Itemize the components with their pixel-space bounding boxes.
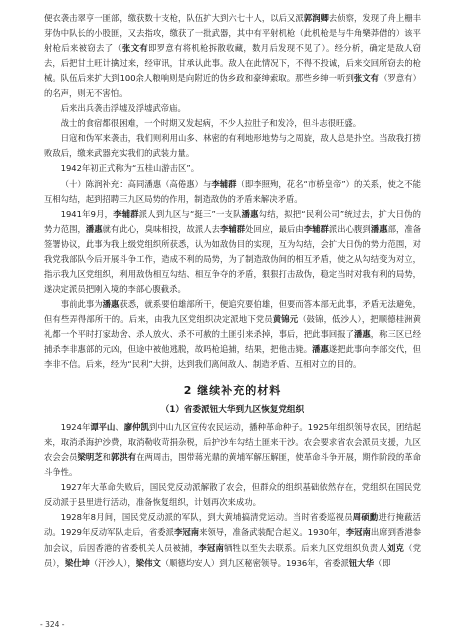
bold-name: 潘惠 [85, 223, 103, 234]
bold-name: 李冠南 [173, 527, 200, 538]
text-run: 获悉，就系要伯雄部所干，便追究要伯雄，但要而答本部无此事，矛盾无法避免，但有些弄得部所干的。后来，由我九区党组织决定派地下党员 [44, 298, 422, 324]
text-run: （即 [373, 557, 391, 568]
text-run: （罗意有）的名声，则无不害怕。 [44, 73, 422, 99]
paragraph-1 [44, 11, 421, 101]
paragraph-4: 日寇和伪军来袭击，我们则利用山多、林密的有利地形地势与之周旋，敌人总是扑空。当敌我打捞败敌后，缴来武器充实我们的武装力量。 [44, 133, 421, 159]
text-run: 事前此事为 [60, 298, 103, 309]
bold-name: 梁明芝 [77, 452, 103, 463]
bold-name: 张文有 [353, 73, 380, 84]
sub-title: （1）省委派钮大华到九区恢复党组织 [160, 405, 305, 416]
text-run: 牺牲以至失去联系。后来九区党组织负责人 [224, 542, 387, 553]
bold-name: 李冠南 [198, 542, 225, 553]
text-run: 勾结，拟把“民利公司”统过去，扩大日伪的势力范围， [44, 208, 422, 234]
text-run: （顺德均安人）到九区秘密领导。1936年，省委派 [160, 557, 349, 568]
text-run: 部，准备签署协议，此事为我上级党组织所获悉，认为如敌伪目的实现，互为勾结，会扩大日伪的势力范围，对我党我部队今后开展斗争工作，造成不利的局势，为了制造敌伪间的相互矛盾，使之从勾结变为对立，指示我九区党组织，利用敌伪相互勾结、相互争夺的矛盾，狠狠打击敌伪，稳定当时对我有利的局势，遂决定派员把刚入境的李部心腹截杀。 [44, 223, 422, 294]
bold-name: 李辅群 [211, 178, 237, 189]
text-run: 和 [102, 452, 112, 463]
text-run: 就有此心，臭味相投，故派人去 [102, 223, 220, 234]
text-run: 来领导，准备武装配合起义。1930年， [199, 527, 346, 538]
bold-name: 郭润卿 [303, 13, 329, 23]
text-run: 即罗意有将机枪拆散收藏，数月后发现不见了）。经分析，确定是敌人窃去，后把甘土旺计擒过来，经审讯，甘承认此事。敌人在此情况下，不得不投诚，后来交回所窃去的枪械。队伍后来扩大到100余人粮响则是向附近的伪乡政和豪绅索取。那些乡绅一听到 [44, 43, 422, 84]
text-run: 进行掩蔽活动。1929年反动军队走后，省委派 [44, 512, 422, 538]
bold-name: 李冠南 [345, 527, 371, 538]
paragraph-2: 后来出兵袭击浮墟及浮墟武帝庙。 [60, 103, 186, 114]
paragraph-11 [44, 510, 421, 570]
page-number: - 324 - [40, 620, 65, 629]
text-run: （党员）， [44, 542, 422, 568]
bold-name: 潘惠 [241, 208, 259, 219]
text-run: 1928年8月间，国民党反动派的军队，到大黄埔搞清党运动。当时省委巡视员 [60, 512, 353, 523]
bold-name: 谭平山 [90, 422, 116, 433]
section-title: 2 继续补充的材料 [183, 384, 282, 398]
bold-name: 梁伟文 [135, 557, 161, 568]
bold-name: 廖仲凯 [123, 422, 149, 433]
text-run: 去侦察，发现了舟上栅丰芽伪中队长的小股匪，又去指攻，缴获了一批武器，其中有平射机枪（此机枪是与牛角樂莽借的）该平射枪后来被窃去了（ [44, 13, 422, 54]
text-run: 处回应，最后由 [245, 223, 304, 234]
text-run: （十）陈润补充：高同潘惠（高倦惠）与 [60, 178, 212, 189]
text-run: 、 [115, 422, 124, 433]
text-run: 派人到九区与“挺三”一支队 [138, 208, 242, 219]
paragraph-3: 战士的食宿都很困难，一个时期又发起病，不少人拉肚子和发冷，但斗志很旺盛。 [60, 118, 362, 129]
paragraph-10: 1927年大革命失败后，国民党反动派解散了农会，但群众的组织基础依然存在，党组织在国民党反动派于县里进行活动，准备恢复组织，计划再次来成功。 [44, 482, 421, 508]
text-run: （汗沙人）， [89, 557, 136, 568]
bold-name: 张文有 [122, 43, 149, 54]
bold-name: 李辅群 [303, 223, 329, 234]
bold-name: 周硕勳 [352, 512, 379, 523]
bold-name: 潘惠 [102, 298, 120, 309]
paragraph-9 [44, 420, 421, 480]
bold-name: 潘惠 [354, 328, 371, 339]
bold-name: 黄锦元 [272, 313, 299, 324]
paragraph-7 [44, 207, 421, 297]
text-run: （即李照殉，花名“市桥皇帝”）的关系，使之不能互相勾结，起到招聘三九区局势的作用，制造敌伪的矛盾来解决矛盾。 [44, 178, 422, 204]
text-run: 便衣袭击翠亨一匪部，缴获数十支枪，队伍扩大到六七十人，以后又派 [44, 13, 304, 23]
bold-name: 潘惠 [312, 344, 329, 355]
bold-name: 钮大华 [348, 557, 374, 568]
text-run: 遂把此事向李部交代，但李非不信。后来，经为“民利”大拼，达到我们离间敌人、制造矛盾、互相对立的目的。 [44, 344, 422, 370]
bold-name: 李辅群 [219, 223, 246, 234]
paragraph-5: 1942年初正式称为“五桂山游击区”。 [60, 163, 200, 174]
text-run: （鼓锦，低沙人），把顺德桂洲黄礼都一个平时打家劫舍、杀人放火、杀不可赦的土匪引来杀掉，事后，把此事回报了 [44, 313, 421, 339]
bold-name: 梁仕坤 [64, 557, 90, 568]
text-run: 1941年9月， [60, 208, 114, 219]
paragraph-8 [44, 297, 421, 372]
bold-name: 郭洪有 [111, 452, 137, 463]
text-run: 到中山九区宣传农民运动，播种革命种子。1925年组织领导农民，团结起来，取消杀海护沙费，取消勒收苛捐杂税，后护沙车勾结土匪来干沙。农会要求省农会派员支援，九区农会会员 [44, 422, 422, 463]
bold-name: 潘惠 [370, 223, 388, 234]
bold-name: 刘克 [386, 542, 405, 553]
text-run: 出席到香港参加会议，后因香港的省委机关人员被捕， [44, 527, 422, 553]
paragraph-6 [44, 177, 421, 207]
bold-name: 李辅群 [113, 208, 139, 219]
text-run: 1924年 [60, 422, 91, 433]
text-run: 在两周击，围带蒋光鼎的黄埔军解压解匪，使革命斗争开展，期作阶段的革命斗争性。 [44, 452, 422, 478]
text-run: 派出心腹到 [328, 223, 371, 234]
text-run: ，称三区已经捕杀李非惠部的元凶，但途中被他逃脱，故吗枪追捕，结果，把他击毙。 [44, 328, 422, 355]
